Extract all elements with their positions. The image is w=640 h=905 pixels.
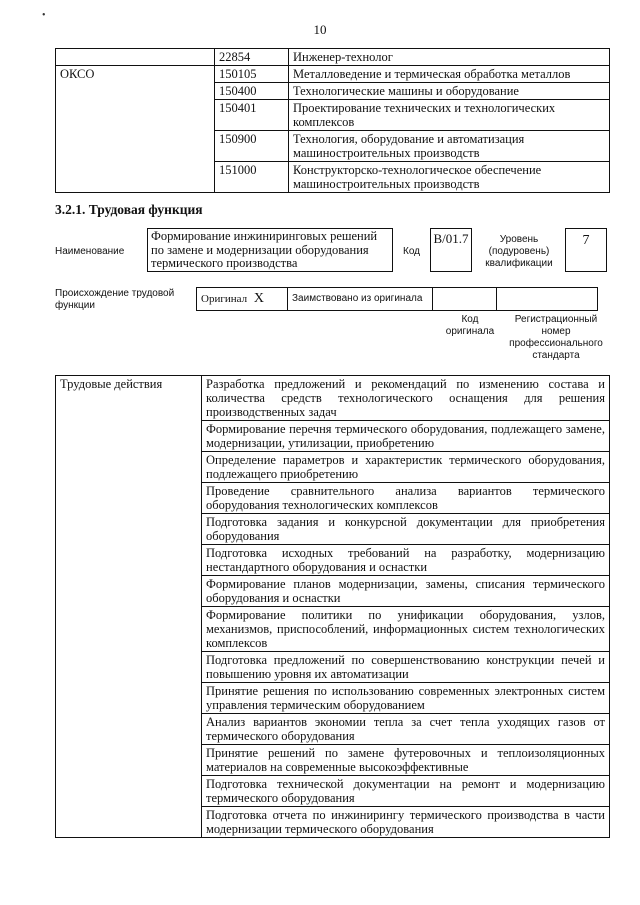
- okso-name: Технология, оборудование и автоматизация машиностроительных производств: [289, 131, 610, 162]
- okso-table: [55, 48, 610, 193]
- labor-action: Формирование перечня термического оборудования, подлежащего замене, модернизации, утилизации, приобретению: [202, 421, 610, 452]
- origin-reg-cell: [497, 288, 598, 311]
- code-label: Код: [403, 246, 421, 257]
- okso-name: Металловедение и термическая обработка металлов: [289, 66, 610, 83]
- okso-code: 150900: [215, 131, 289, 162]
- labor-action: Анализ вариантов экономии тепла за счет тепла уходящих газов от термического оборудования: [202, 714, 610, 745]
- labor-action: Принятие решений по замене футеровочных и теплоизоляционных материалов на современные высокоэффективные: [202, 745, 610, 776]
- okso-code: 151000: [215, 162, 289, 193]
- okso-empty-cell: [56, 49, 215, 66]
- reg-caption: Регистрационный номер профессионального стандарта: [509, 314, 603, 361]
- labor-action: Подготовка технической документации на ремонт и модернизацию термического оборудования: [202, 776, 610, 807]
- section-heading: 3.2.1. Трудовая функция: [55, 202, 203, 217]
- okso-code: 150105: [215, 66, 289, 83]
- function-name: Формирование инжиниринговых решений по замене и модернизации оборудования термического производства: [147, 228, 393, 272]
- borrowed-label: Заимствовано из оригинала: [288, 288, 433, 311]
- level-label: Уровень (подуровень) квалификации: [485, 234, 553, 269]
- labor-actions-header: Трудовые действия: [56, 376, 202, 838]
- labor-actions-table: [55, 375, 610, 838]
- function-level: 7: [565, 228, 607, 272]
- labor-action: Проведение сравнительного анализа вариантов термического оборудования технологических комплексов: [202, 483, 610, 514]
- table-row: [197, 288, 598, 311]
- origin-table: [196, 287, 598, 311]
- name-label: Наименование: [55, 246, 125, 257]
- labor-action: Подготовка исходных требований на разработку, модернизацию нестандартного оборудования и оснастки: [202, 545, 610, 576]
- okso-name: Технологические машины и оборудование: [289, 83, 610, 100]
- labor-action: Определение параметров и характеристик термического оборудования, подлежащего приобретению: [202, 452, 610, 483]
- okso-label: ОКСО: [56, 66, 215, 193]
- original-mark: X: [253, 291, 264, 306]
- labor-action: Подготовка задания и конкурсной документации для приобретения оборудования: [202, 514, 610, 545]
- function-code: B/01.7: [430, 228, 472, 272]
- table-row: [56, 376, 610, 421]
- labor-action: Формирование планов модернизации, замены, списания термического оборудования и оснастки: [202, 576, 610, 607]
- page-number: 10: [313, 22, 327, 37]
- okso-name: Конструкторско-технологическое обеспечение машиностроительных производств: [289, 162, 610, 193]
- corner-mark: •: [42, 10, 46, 21]
- code-caption: Код оригинала: [445, 314, 495, 337]
- labor-action: Разработка предложений и рекомендаций по изменению состава и количества средств технологического оснащения для решения производственных задач: [202, 376, 610, 421]
- labor-action: Подготовка предложений по совершенствованию конструкции печей и повышению уровня их автоматизации: [202, 652, 610, 683]
- okso-name: Проектирование технических и технологических комплексов: [289, 100, 610, 131]
- okso-code: 150400: [215, 83, 289, 100]
- okso-code: 150401: [215, 100, 289, 131]
- original-label: Оригинал: [201, 293, 248, 305]
- origin-label: Происхождение трудовой функции: [55, 288, 175, 311]
- labor-action: Формирование политики по унификации оборудования, узлов, механизмов, приспособлений, информационных систем технологических комплексов: [202, 607, 610, 652]
- labor-action: Принятие решения по использованию современных электронных систем управления термическим оборудованием: [202, 683, 610, 714]
- original-cell: [197, 288, 288, 311]
- table-row: [56, 66, 610, 83]
- okso-code: 22854: [215, 49, 289, 66]
- origin-code-cell: [433, 288, 497, 311]
- okso-name: Инженер-технолог: [289, 49, 610, 66]
- labor-action: Подготовка отчета по инжинирингу термического производства в части модернизации термического оборудования: [202, 807, 610, 838]
- table-row: [56, 49, 610, 66]
